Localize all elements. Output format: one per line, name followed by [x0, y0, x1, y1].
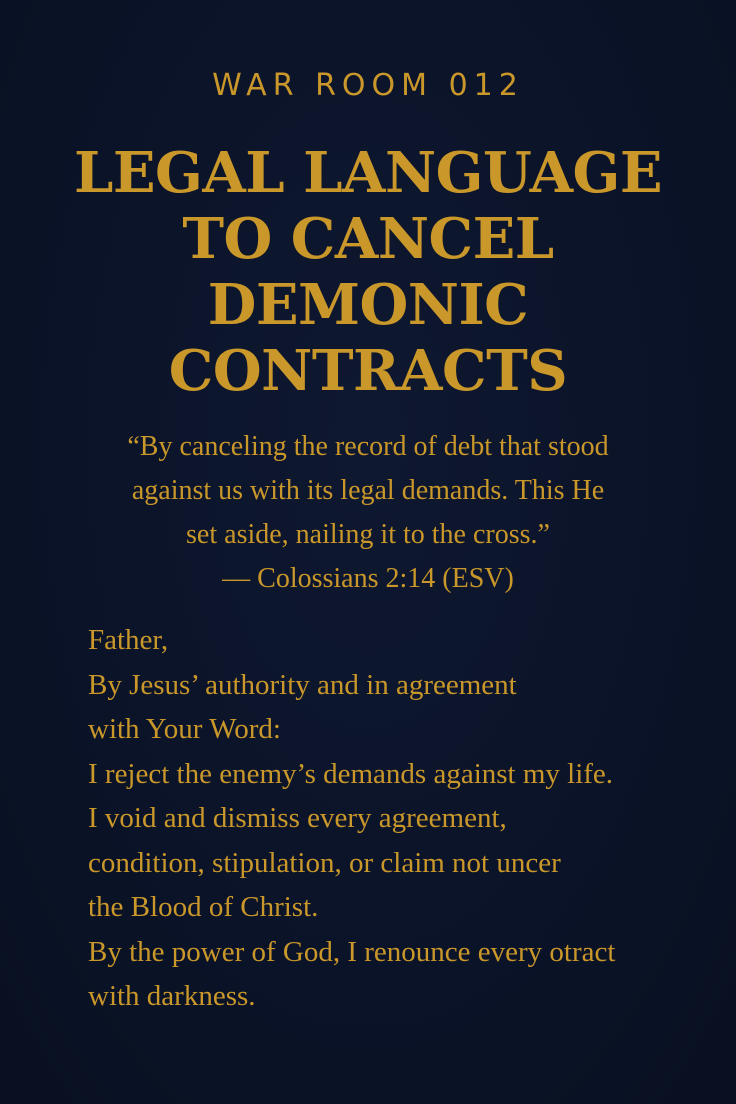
title-line: LEGAL LANGUAGE [73, 140, 663, 206]
title-line: TO CANCEL [182, 206, 554, 272]
prayer-line: By Jesus’ authority and in agreement [88, 668, 517, 701]
prayer-line: I reject the enemy’s demands against my life. [88, 757, 614, 790]
scripture-citation: — Colossians 2:14 (ESV) [222, 563, 514, 594]
scripture-quote [40, 425, 696, 601]
prayer-line: I void and dismiss every agreement, [88, 802, 507, 834]
prayer-line: condition, stipulation, or claim not uncer [88, 846, 561, 879]
prayer-line: with darkness. [88, 980, 256, 1012]
quote-line: “By canceling the record of debt that stood [127, 431, 609, 462]
page-title [0, 140, 736, 404]
title-line: CONTRACTS [168, 338, 568, 404]
prayer-line: the Blood of Christ. [88, 891, 319, 923]
prayer-line: Father, [88, 624, 169, 656]
title-line: DEMONIC [207, 272, 529, 338]
quote-line: set aside, nailing it to the cross.” [186, 519, 550, 550]
series-label: WAR ROOM 012 [212, 68, 524, 103]
prayer-line: By the power of God, I renounce every otract [88, 935, 616, 968]
quote-line: against us with its legal demands. This He [131, 475, 605, 506]
prayer-line: with Your Word: [88, 713, 281, 745]
prayer-text [88, 618, 708, 1019]
